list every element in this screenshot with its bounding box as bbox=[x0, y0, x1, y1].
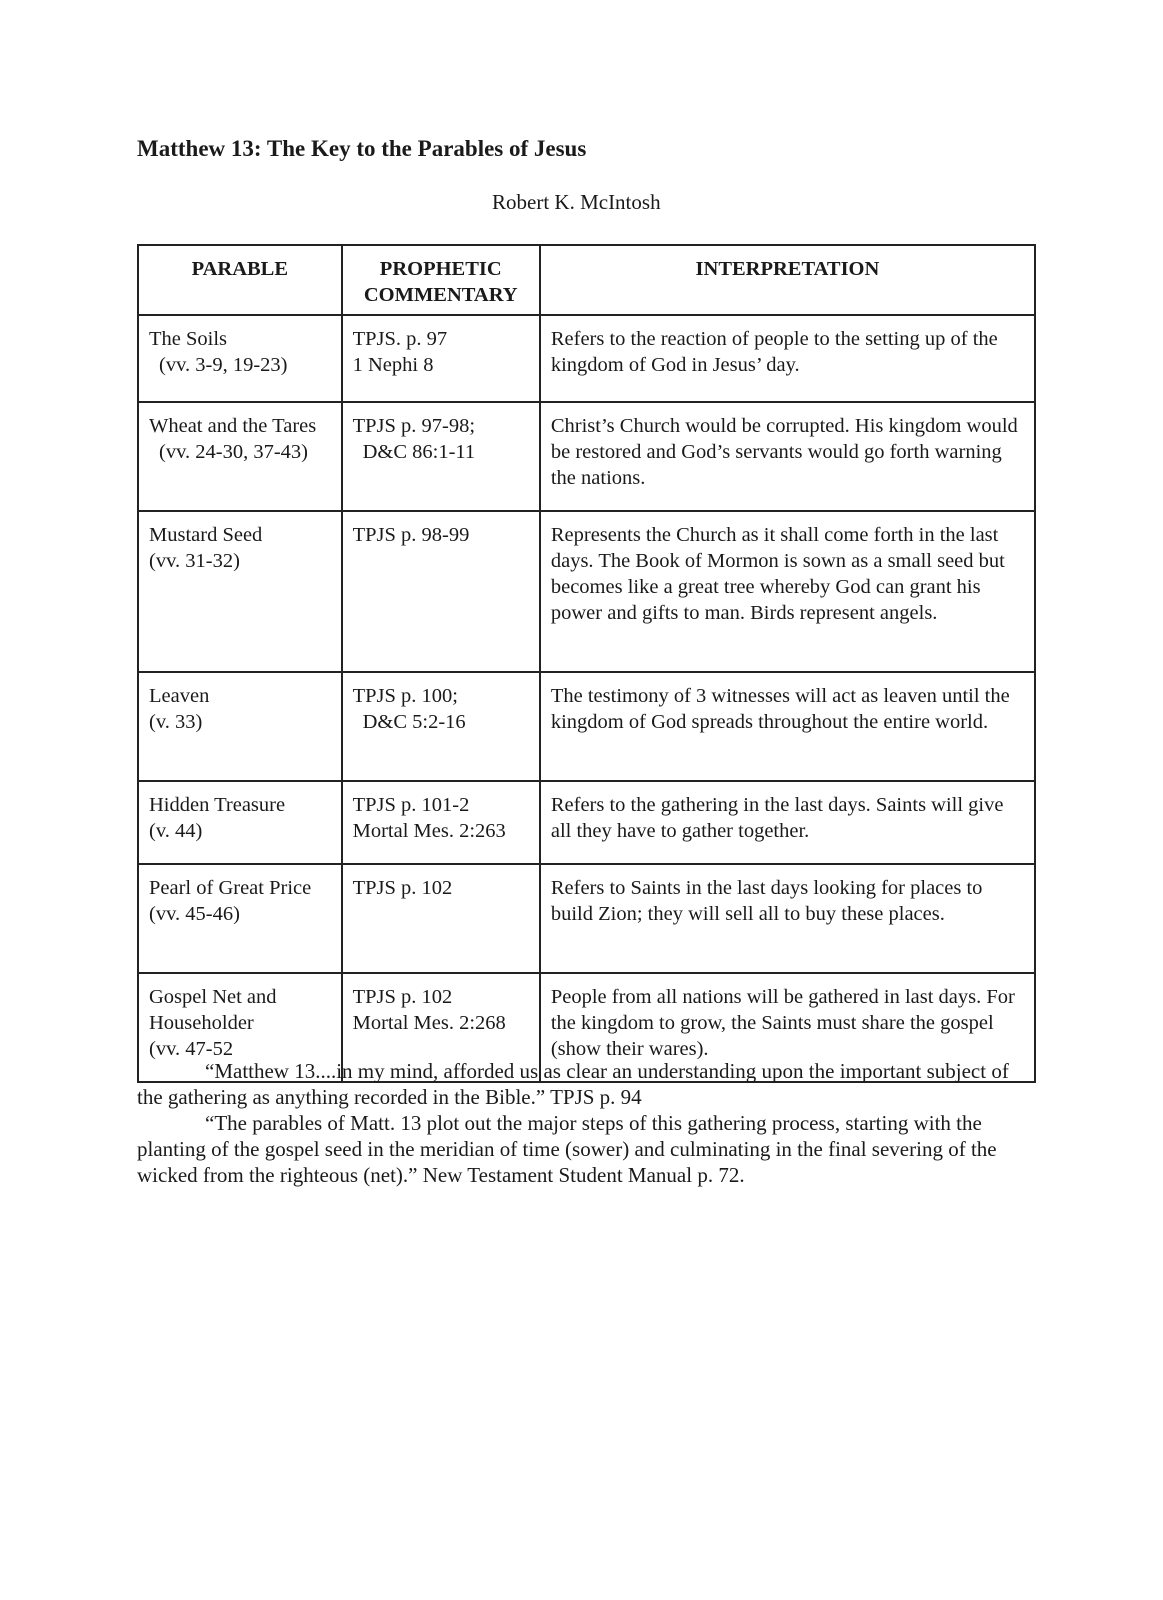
commentary-cell bbox=[342, 402, 540, 511]
parable-verses: (vv. 24-30, 37-43) bbox=[159, 441, 308, 463]
commentary-ref: TPJS p. 97-98; bbox=[352, 415, 476, 437]
table-row bbox=[138, 511, 1035, 672]
parables-table bbox=[137, 244, 1036, 1083]
quotes-section bbox=[137, 1058, 1037, 1188]
header-interpretation: INTERPRETATION bbox=[540, 245, 1035, 315]
parable-verses: (vv. 3-9, 19-23) bbox=[159, 354, 288, 376]
parable-cell bbox=[138, 402, 342, 511]
commentary-ref: TPJS p. 102 bbox=[352, 877, 453, 899]
parable-cell bbox=[138, 315, 342, 402]
commentary-ref: TPJS p. 100; bbox=[352, 685, 458, 707]
header-parable: PARABLE bbox=[138, 245, 342, 315]
interpretation-cell: Christ’s Church would be corrupted. His kingdom would be restored and God’s servants would go forth warning the nations. bbox=[540, 402, 1035, 511]
parable-name: Leaven bbox=[149, 685, 210, 707]
parable-cell bbox=[138, 672, 342, 781]
parable-verses: (v. 33) bbox=[149, 711, 203, 733]
author-name: Robert K. McIntosh bbox=[492, 190, 661, 214]
header-commentary-line1: PROPHETIC bbox=[379, 258, 502, 280]
commentary-ref: TPJS. p. 97 bbox=[352, 328, 448, 350]
interpretation-cell: Represents the Church as it shall come forth in the last days. The Book of Mormon is sown as a small seed but becomes like a great tree whereby God can grant his power and gifts to man. Birds represent angels. bbox=[540, 511, 1035, 672]
interpretation-cell: The testimony of 3 witnesses will act as leaven until the kingdom of God spreads throughout the entire world. bbox=[540, 672, 1035, 781]
table-row bbox=[138, 672, 1035, 781]
parable-cell bbox=[138, 864, 342, 973]
commentary-cell bbox=[342, 864, 540, 973]
parable-verses: (v. 44) bbox=[149, 820, 203, 842]
parable-verses: (vv. 31-32) bbox=[149, 550, 240, 572]
commentary-cell bbox=[342, 781, 540, 864]
commentary-ref: D&C 5:2-16 bbox=[362, 711, 466, 733]
parable-cell bbox=[138, 781, 342, 864]
interpretation-cell: People from all nations will be gathered in last days. For the kingdom to grow, the Saints must share the gospel (show their wares). bbox=[540, 973, 1035, 1082]
commentary-ref: TPJS p. 101-2 bbox=[352, 794, 470, 816]
parable-name: Wheat and the Tares bbox=[149, 415, 317, 437]
parable-name: The Soils bbox=[149, 328, 228, 350]
commentary-ref: 1 Nephi 8 bbox=[352, 354, 434, 376]
parable-verses: (vv. 45-46) bbox=[149, 903, 240, 925]
parable-cell bbox=[138, 511, 342, 672]
parable-verses: (vv. 47-52 bbox=[149, 1038, 234, 1060]
parable-name: Mustard Seed bbox=[149, 524, 263, 546]
page-title: Matthew 13: The Key to the Parables of Jesus bbox=[137, 136, 587, 161]
commentary-cell bbox=[342, 511, 540, 672]
commentary-cell bbox=[342, 315, 540, 402]
commentary-ref: TPJS p. 102 bbox=[352, 986, 453, 1008]
parable-name: Pearl of Great Price bbox=[149, 877, 312, 899]
interpretation-cell: Refers to Saints in the last days looking for places to build Zion; they will sell all to buy these places. bbox=[540, 864, 1035, 973]
interpretation-cell: Refers to the gathering in the last days. Saints will give all they have to gather together. bbox=[540, 781, 1035, 864]
header-prophetic-commentary bbox=[342, 245, 540, 315]
commentary-ref: TPJS p. 98-99 bbox=[352, 524, 470, 546]
table-row bbox=[138, 315, 1035, 402]
table-row bbox=[138, 402, 1035, 511]
commentary-ref: Mortal Mes. 2:263 bbox=[352, 820, 506, 842]
table-header-row bbox=[138, 245, 1035, 315]
parable-name: Hidden Treasure bbox=[149, 794, 286, 816]
table-row bbox=[138, 781, 1035, 864]
commentary-ref: Mortal Mes. 2:268 bbox=[352, 1012, 506, 1034]
parable-name: Gospel Net and Householder bbox=[149, 986, 277, 1034]
quote-paragraph: “Matthew 13....in my mind, afforded us as clear an understanding upon the important subject of the gathering as anything recorded in the Bible.” TPJS p. 94 bbox=[137, 1059, 1009, 1109]
commentary-ref: D&C 86:1-11 bbox=[362, 441, 476, 463]
table-row bbox=[138, 864, 1035, 973]
quote-paragraph: “The parables of Matt. 13 plot out the major steps of this gathering process, starting with the planting of the gospel seed in the meridian of time (sower) and culminating in the final severing of the wicked from the righteous (net).” New Testament Student Manual p. 72. bbox=[137, 1111, 997, 1187]
interpretation-cell: Refers to the reaction of people to the setting up of the kingdom of God in Jesus’ day. bbox=[540, 315, 1035, 402]
header-commentary-line2: COMMENTARY bbox=[363, 284, 518, 306]
commentary-cell bbox=[342, 672, 540, 781]
